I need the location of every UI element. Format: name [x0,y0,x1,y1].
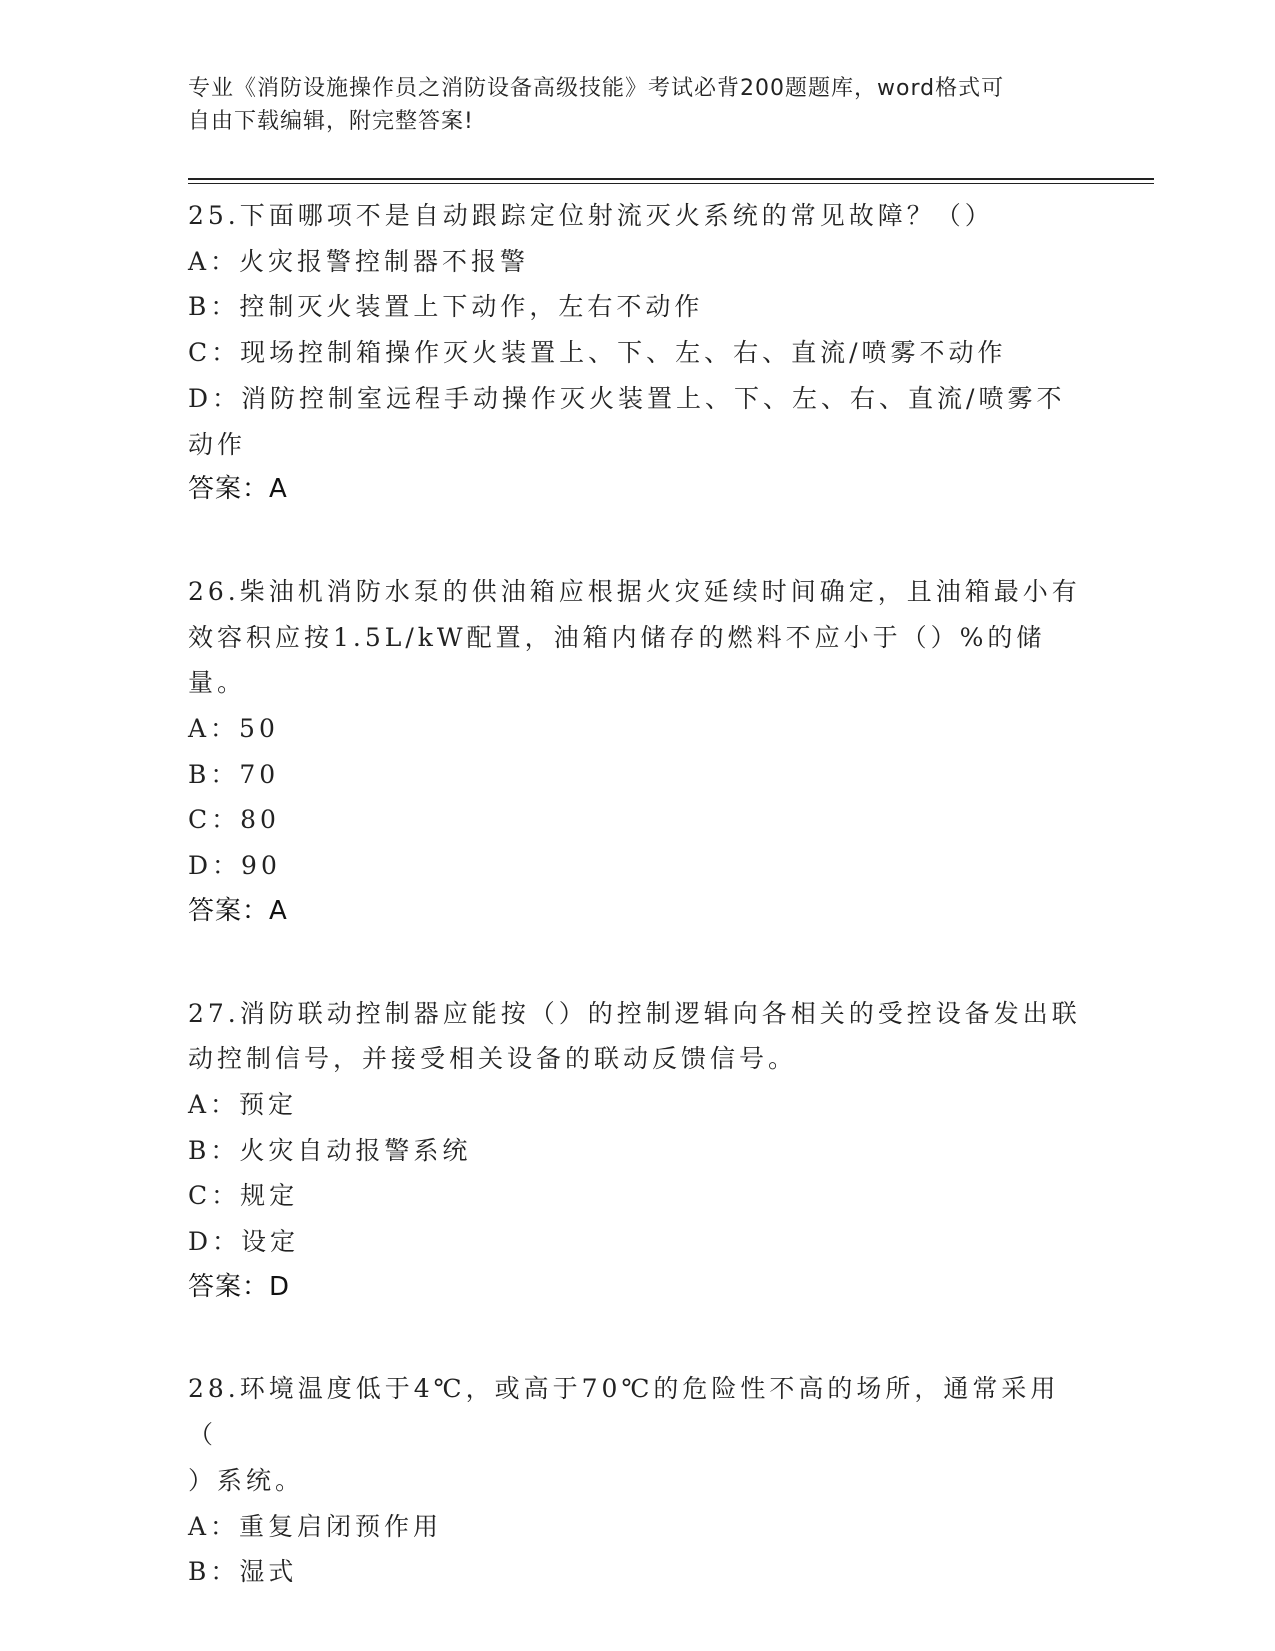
question-stem-continued: 动控制信号，并接受相关设备的联动反馈信号。 [188,1044,798,1074]
question-stem-continued: 效容积应按1.5L/kW配置，油箱内储存的燃料不应小于（）%的储量。 [188,622,1046,698]
option-b: B：控制灭火装置上下动作，左右不动作 [188,292,704,322]
header-line-2: 自由下载编辑，附完整答案! [188,109,474,134]
option-a: A：火灾报警控制器不报警 [188,246,530,276]
question-stem: 28.环境温度低于4℃，或高于70℃的危险性不高的场所，通常采用（ [188,1374,1060,1450]
option-d-continued: 动作 [188,429,247,459]
option-a: A：预定 [188,1089,298,1119]
header-divider-thick [188,178,1154,180]
question-stem-continued: ）系统。 [188,1465,305,1495]
question-28 [188,1366,1088,1595]
option-d: D：90 [188,851,281,881]
option-c: C：80 [188,805,280,835]
question-27 [188,991,1088,1311]
option-a: A：50 [188,714,279,744]
question-stem: 26.柴油机消防水泵的供油箱应根据火灾延续时间确定，且油箱最小有 [188,576,1081,606]
option-a: A：重复启闭预作用 [188,1511,443,1541]
option-d: D：设定 [188,1227,300,1257]
answer: 答案：A [188,895,288,926]
option-b: B：70 [188,759,280,789]
option-c: C：规定 [188,1181,299,1211]
answer: 答案：D [188,1271,291,1302]
question-list [188,193,1088,1651]
option-b: B：湿式 [188,1557,298,1587]
option-d: D：消防控制室远程手动操作灭火装置上、下、左、右、直流/喷雾不 [188,383,1066,413]
header-line-1: 专业《消防设施操作员之消防设备高级技能》考试必背200题题库，word格式可 [188,76,1005,101]
question-stem: 27.消防联动控制器应能按（）的控制逻辑向各相关的受控设备发出联 [188,998,1081,1028]
question-25 [188,193,1088,513]
option-b: B：火灾自动报警系统 [188,1135,472,1165]
question-26 [188,569,1088,935]
header-divider-thin [188,183,1154,184]
option-c: C：现场控制箱操作灭火装置上、下、左、右、直流/喷雾不动作 [188,338,1007,368]
answer: 答案：A [188,474,288,505]
question-stem: 25.下面哪项不是自动跟踪定位射流灭火系统的常见故障？（） [188,201,994,230]
document-header [188,72,1088,138]
